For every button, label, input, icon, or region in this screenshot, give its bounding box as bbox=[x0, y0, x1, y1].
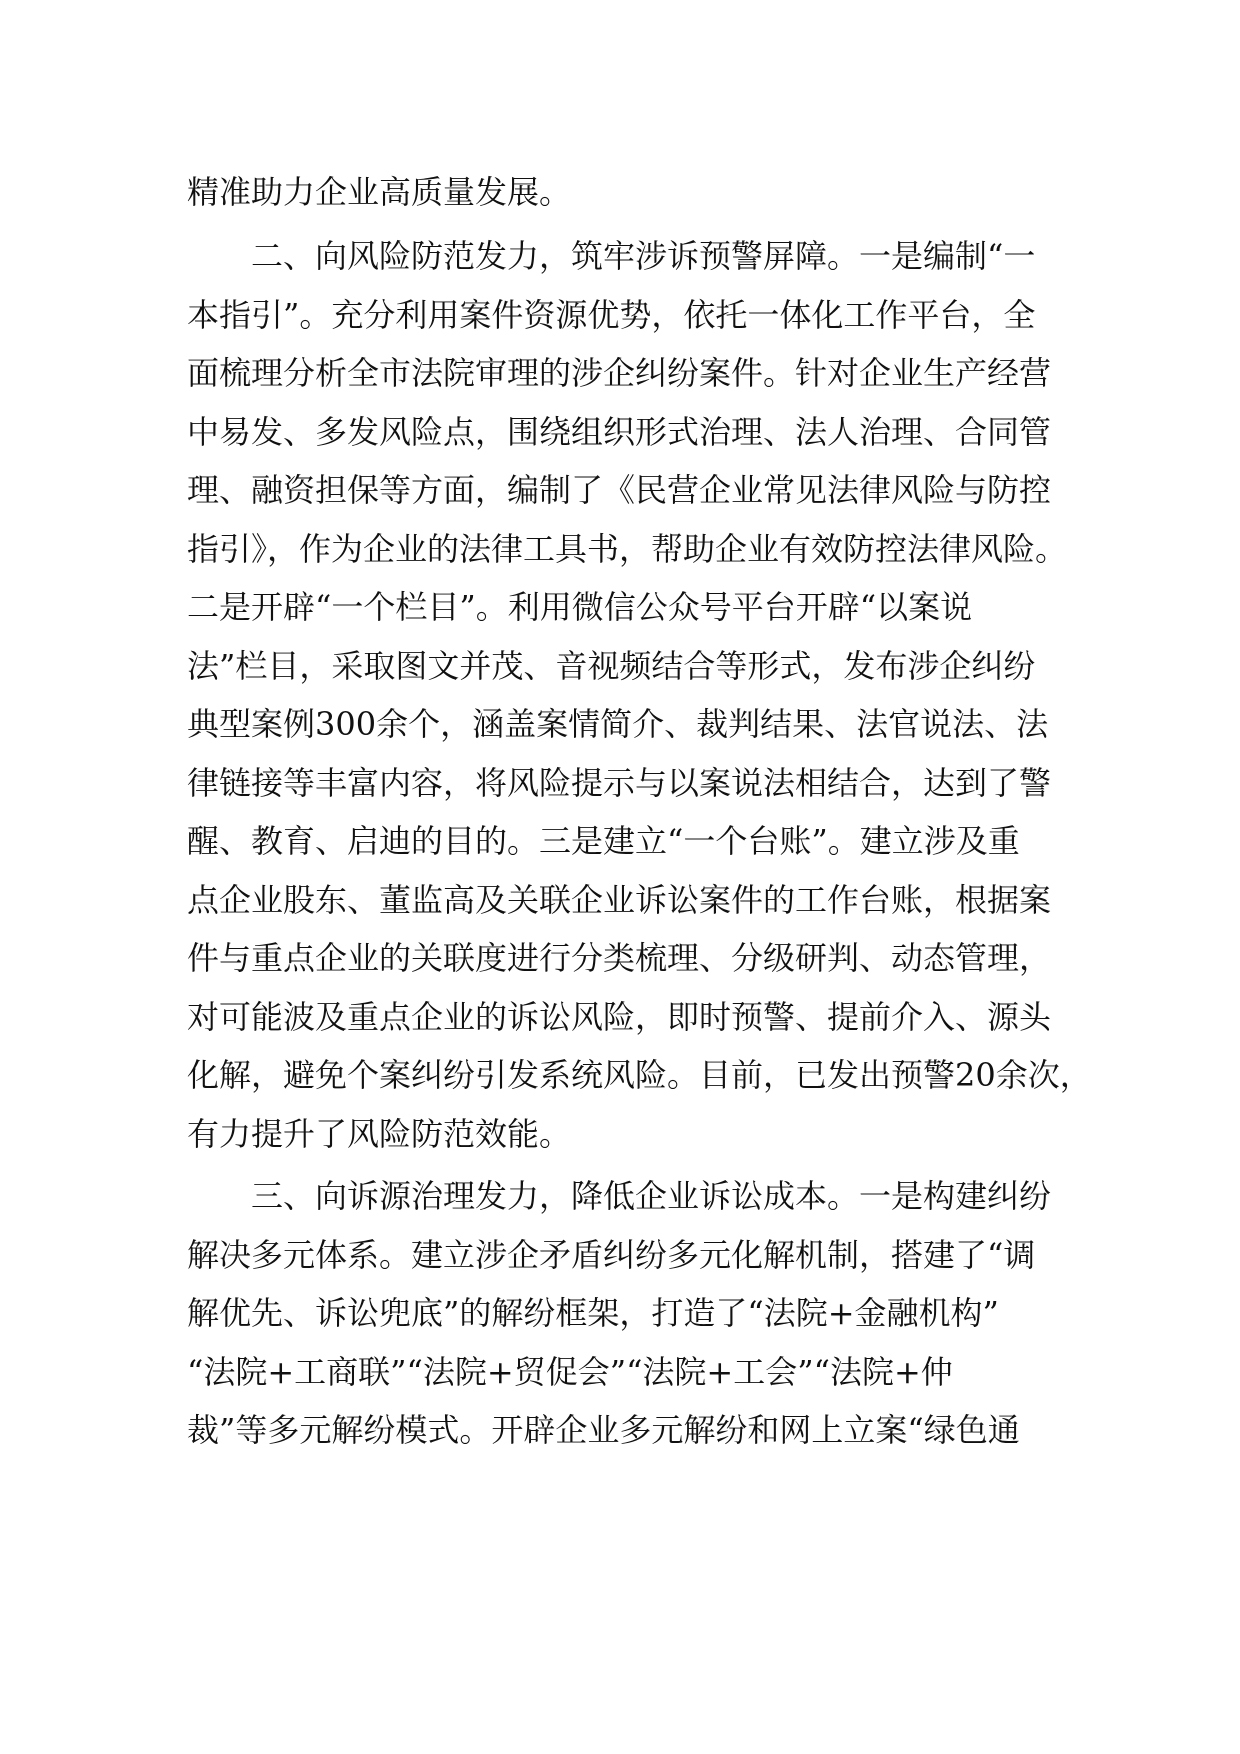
text-line: 件与重点企业的关联度进行分类梳理、分级研判、动态管理， bbox=[187, 939, 1052, 977]
text-line: 解决多元体系。建立涉企矛盾纠纷多元化解机制，搭建了“调 bbox=[187, 1236, 1036, 1274]
text-line: 中易发、多发风险点，围绕组织形式治理、法人治理、合同管 bbox=[187, 413, 1052, 451]
text-line: 本指引”。充分利用案件资源优势，依托一体化工作平台，全 bbox=[187, 296, 1036, 334]
text-line: 化解，避免个案纠纷引发系统风险。目前，已发出预警20余次， bbox=[187, 1056, 1092, 1094]
text-line: 法”栏目，采取图文并茂、音视频结合等形式，发布涉企纠纷 bbox=[187, 647, 1036, 685]
text-line: 解优先、诉讼兜底”的解纷框架，打造了“法院+金融机构” bbox=[187, 1294, 999, 1332]
text-line: 二是开辟“一个栏目”。利用微信公众号平台开辟“以案说 bbox=[187, 588, 973, 626]
text-line: 有力提升了风险防范效能。 bbox=[187, 1115, 572, 1153]
text-line: 裁”等多元解纷模式。开辟企业多元解纷和网上立案“绿色通 bbox=[187, 1411, 1020, 1449]
text-line: 二、向风险防范发力，筑牢涉诉预警屏障。一是编制“一 bbox=[251, 237, 1036, 275]
text-line: 对可能波及重点企业的诉讼风险，即时预警、提前介入、源头 bbox=[187, 998, 1052, 1036]
text-line: 理、融资担保等方面，编制了《民营企业常见法律风险与防控 bbox=[187, 471, 1052, 509]
text-line: 醒、教育、启迪的目的。三是建立“一个台账”。建立涉及重 bbox=[187, 822, 1020, 860]
text-line: 精准助力企业高质量发展。 bbox=[187, 173, 572, 211]
text-line: 点企业股东、董监高及关联企业诉讼案件的工作台账，根据案 bbox=[187, 881, 1052, 919]
text-line: 三、向诉源治理发力，降低企业诉讼成本。一是构建纠纷 bbox=[251, 1177, 1052, 1215]
text-line: 典型案例300余个，涵盖案情简介、裁判结果、法官说法、法 bbox=[187, 705, 1049, 743]
text-line: “法院+工商联”“法院+贸促会”“法院+工会”“法院+仲 bbox=[187, 1353, 953, 1391]
text-line: 指引》，作为企业的法律工具书，帮助企业有效防控法律风险。 bbox=[187, 530, 1068, 568]
text-line: 律链接等丰富内容，将风险提示与以案说法相结合，达到了警 bbox=[187, 764, 1052, 802]
text-line: 面梳理分析全市法院审理的涉企纠纷案件。针对企业生产经营 bbox=[187, 354, 1052, 392]
